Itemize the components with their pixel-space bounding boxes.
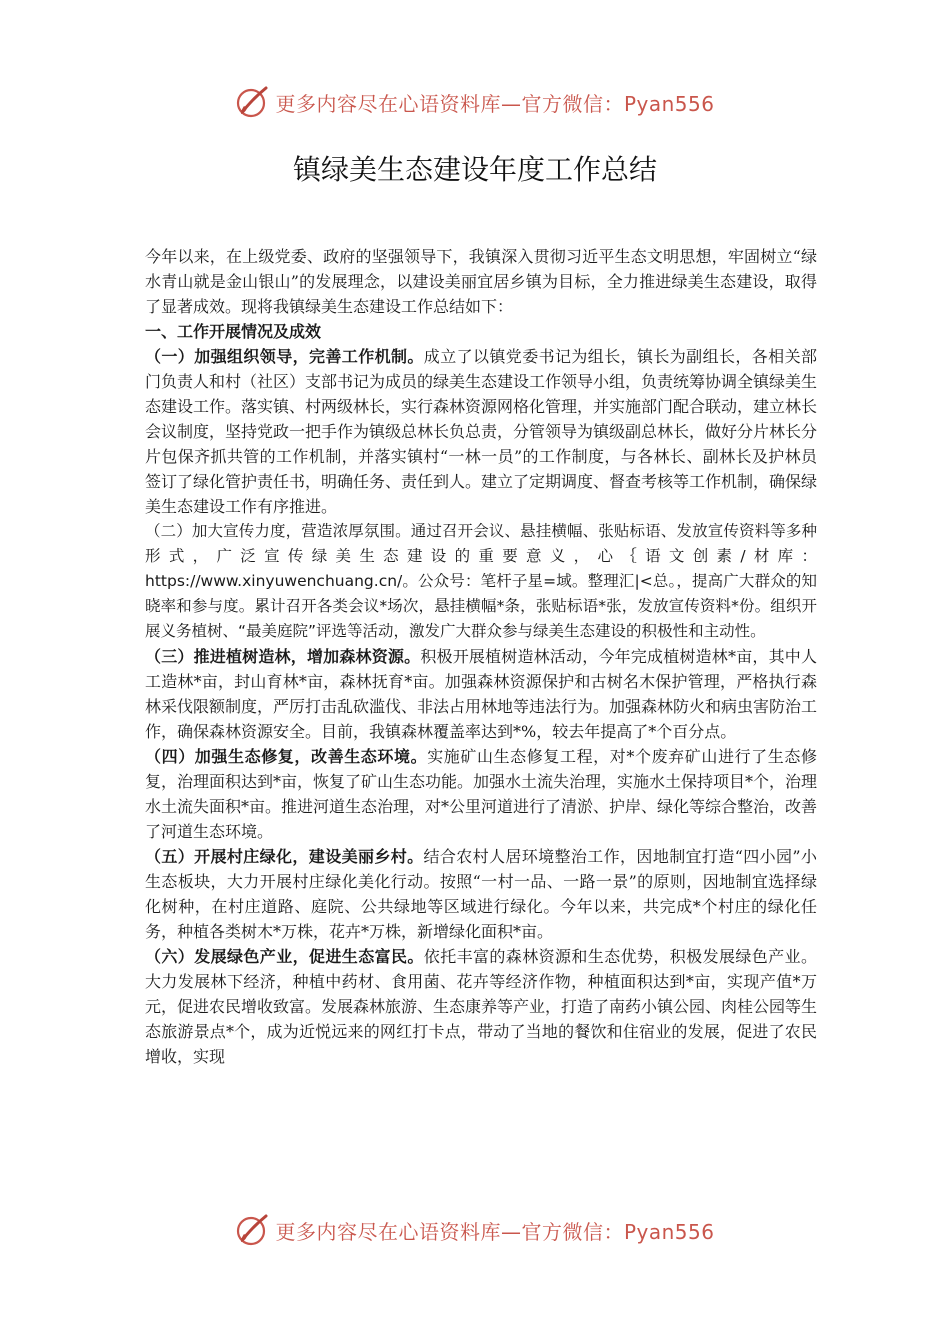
footer-watermark [0,1210,950,1250]
watermark-text: 更多内容尽在心语资料库—官方微信：Pyan556 [275,1219,715,1244]
document-title: 镇绿美生态建设年度工作总结 [292,153,657,186]
item-body: 通过召开会议、悬挂横幅、张贴标语、发放宣传资料等多种形式，广泛宣传绿美生态建设的重要意义，心｛语文创素/材库：https://www.xinyuwenchuang.cn/。公众号：笔杆子星=域。整理汇|<总。，提高广大群众的知晓率和参与度。累计召开各类会议*场次，悬挂横幅*条，张贴标语*张，发放宣传资料*份。组织开展义务植树、“最美庭院”评选等活动，激发广大群众参与绿美生态建设的积极性和主动性。 [145,522,817,640]
item-paragraph-2 [145,519,817,644]
item-lead: （六）发展绿色产业，促进生态富民。 [145,947,424,966]
item-lead: （三）推进植树造林，增加森林资源。 [145,647,421,666]
document-body [145,244,817,1069]
item-body: 成立了以镇党委书记为组长，镇长为副组长，各相关部门负责人和村（社区）支部书记为成员的绿美生态建设工作领导小组，负责统筹协调全镇绿美生态建设工作。落实镇、村两级林长，实行森林资源网格化管理，并实施部门配合联动，建立林长会议制度，坚持党政一把手作为镇级总林长负总责，分管领导为镇级副总林长，做好分片林长分片包保齐抓共管的工作机制，并落实镇村“一林一员”的工作制度，与各林长、副林长及护林员签订了绿化管护责任书，明确任务、责任到人。建立了定期调度、督查考核等工作机制，确保绿美生态建设工作有序推进。 [145,347,818,516]
item-paragraph-6 [145,944,817,1069]
item-lead: （四）加强生态修复，改善生态环境。 [145,747,428,766]
item-lead: （一）加强组织领导，完善工作机制。 [145,347,424,366]
item-body: 积极开展植树造林活动，今年完成植树造林*亩，其中人工造林*亩，封山育林*亩，森林抚育*亩。加强森林资源保护和古树名木保护管理，严格执行森林采伐限额制度，严厉打击乱砍滥伐、非法占用林地等违法行为。加强森林防火和病虫害防治工作，确保森林资源安全。目前，我镇森林覆盖率达到*%，较去年提高了*个百分点。 [145,647,818,741]
header-watermark [0,82,950,122]
brush-logo-icon [235,84,271,120]
item-paragraph-4 [145,744,817,844]
item-paragraph-3 [145,644,817,744]
item-body: 实施矿山生态修复工程，对*个废弃矿山进行了生态修复，治理面积达到*亩，恢复了矿山生态功能。加强水土流失治理，实施水土保持项目*个，治理水土流失面积*亩。推进河道生态治理，对*公里河道进行了清淤、护岸、绿化等综合整治，改善了河道生态环境。 [145,747,818,841]
item-lead: （二）加大宣传力度，营造浓厚氛围。 [145,522,411,540]
item-paragraph-1 [145,344,817,519]
item-paragraph-5 [145,844,817,944]
intro-paragraph: 今年以来，在上级党委、政府的坚强领导下，我镇深入贯彻习近平生态文明思想，牢固树立“绿水青山就是金山银山”的发展理念，以建设美丽宜居乡镇为目标，全力推进绿美生态建设，取得了显著成效。现将我镇绿美生态建设工作总结如下： [145,247,817,316]
item-body: 依托丰富的森林资源和生态优势，积极发展绿色产业。大力发展林下经济，种植中药材、食用菌、花卉等经济作物，种植面积达到*亩，实现产值*万元，促进农民增收致富。发展森林旅游、生态康养等产业，打造了南药小镇公园、肉桂公园等生态旅游景点*个，成为近悦远来的网红打卡点，带动了当地的餐饮和住宿业的发展，促进了农民增收，实现 [145,947,818,1066]
item-lead: （五）开展村庄绿化，建设美丽乡村。 [145,847,424,866]
section-heading: 一、工作开展情况及成效 [145,322,322,341]
watermark-text: 更多内容尽在心语资料库—官方微信：Pyan556 [275,91,715,116]
item-body: 结合农村人居环境整治工作，因地制宜打造“四小园”小生态板块，大力开展村庄绿化美化行动。按照“一村一品、一路一景”的原则，因地制宜选择绿化树种，在村庄道路、庭院、公共绿地等区域进行绿化。今年以来，共完成*个村庄的绿化任务，种植各类树木*万株，花卉*万株，新增绿化面积*亩。 [145,847,817,941]
brush-logo-icon [235,1212,271,1248]
